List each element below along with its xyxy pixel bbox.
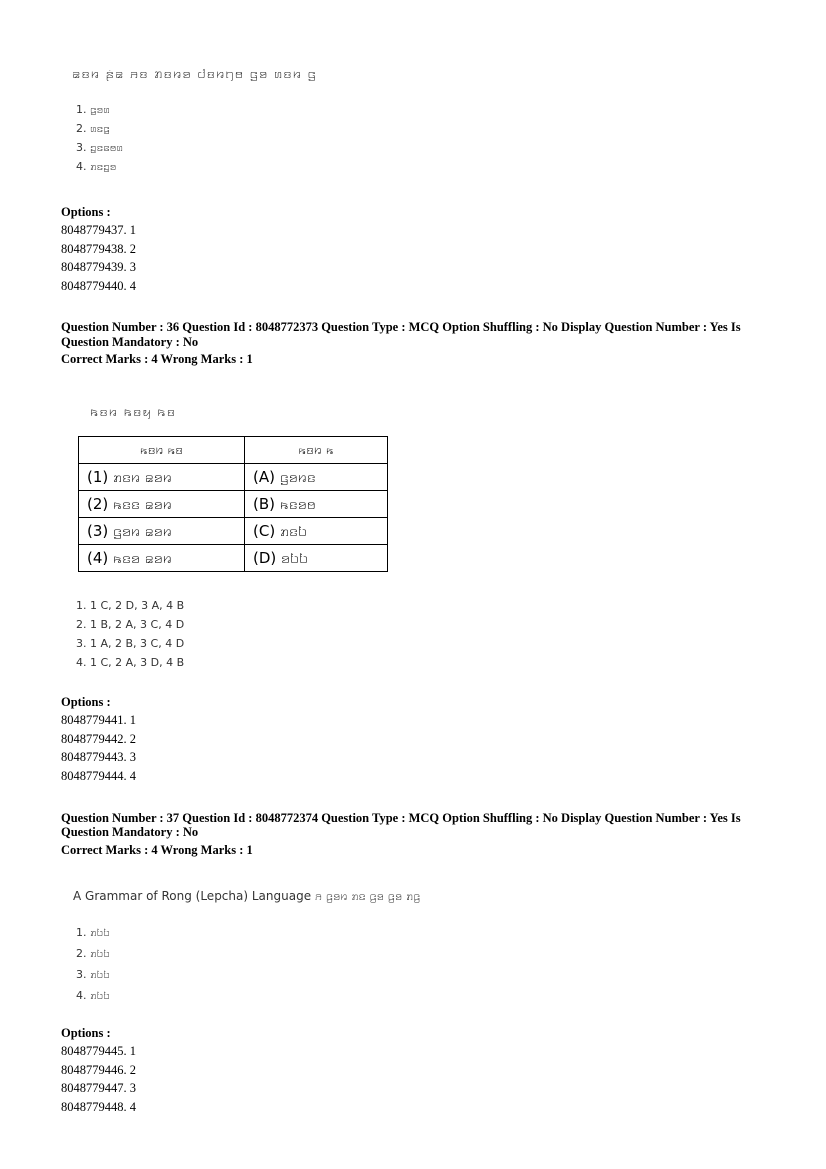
choice-item: 1. ꤊꤝꤝ [76, 926, 110, 939]
choice-item: 1. 1 C, 2 D, 3 A, 4 B [76, 599, 185, 612]
table-cell-left: (1) ꤊꤢꤙ ꤘꤤꤙ [79, 464, 245, 491]
q36-header: Question Number : 36 Question Id : 8048772373 Question Type : MCQ Option Shuffling : No Display Question Number : Yes Is [61, 320, 741, 334]
option-id: 8048779446. 2 [61, 1062, 136, 1077]
option-id: 8048779443. 3 [61, 750, 136, 765]
match-table [78, 436, 388, 572]
table-row [79, 545, 388, 572]
q35-stem: ꤁ꤢꤙ ꤔꤦꤘ ꤏꤢ ꤊꤢꤙꤤ ꤓꤢꤙꤚꤥ ꤞꤤ ꤛꤢꤙ ꤞ [72, 66, 317, 82]
option-id: 8048779445. 1 [61, 1044, 136, 1058]
option-id: 8048779447. 3 [61, 1081, 136, 1096]
choice-item: 2. ꤊꤝꤝ [76, 947, 110, 960]
q37-marks: Correct Marks : 4 Wrong Marks : 1 [61, 843, 253, 857]
choice-item: 1. ꤞꤤꤛ [76, 103, 110, 116]
choice-item: 3. ꤑꤢꤕꤥꤛ [76, 141, 123, 154]
table-cell-left: (4) ꤒꤢꤤ ꤘꤤꤙ [79, 545, 245, 572]
q37-header-mandatory: Question Mandatory : No [61, 825, 199, 839]
table-col2-head: ꤒꤢꤙ ꤒ [245, 437, 388, 464]
q37-choices [76, 922, 110, 1006]
choice-item: 3. 1 A, 2 B, 3 C, 4 D [76, 637, 185, 650]
table-cell-right: (B) ꤒꤢꤤꤥ [245, 491, 388, 518]
option-id: 8048779439. 3 [61, 260, 136, 275]
q36-header-mandatory: Question Mandatory : No [61, 335, 199, 349]
option-id: 8048779437. 1 [61, 223, 136, 237]
choice-item: 4. ꤊꤝꤝ [76, 989, 110, 1002]
q36-marks: Correct Marks : 4 Wrong Marks : 1 [61, 352, 253, 366]
table-cell-left: (2) ꤒꤢꤢ ꤘꤤꤙ [79, 491, 245, 518]
choice-item: 4. 1 C, 2 A, 3 D, 4 B [76, 656, 185, 669]
q36-options-label: Options : [61, 695, 111, 709]
q35-choices [76, 100, 123, 176]
option-id: 8048779438. 2 [61, 241, 136, 256]
q36-stem: ꤒꤢꤙ ꤒꤢꤟ ꤒꤢ [90, 404, 177, 420]
option-id: 8048779441. 1 [61, 713, 136, 727]
table-row [79, 464, 388, 491]
q35-options-label: Options : [61, 205, 111, 219]
q37-header: Question Number : 37 Question Id : 8048772374 Question Type : MCQ Option Shuffling : No Display Question Number : Yes Is [61, 811, 741, 825]
q37-options [61, 1042, 136, 1116]
q37-options-label: Options : [61, 1026, 111, 1040]
option-id: 8048779444. 4 [61, 768, 136, 783]
option-id: 8048779440. 4 [61, 278, 136, 293]
table-row [79, 518, 388, 545]
option-id: 8048779442. 2 [61, 731, 136, 746]
choice-item: 4. ꤊꤢꤑꤤ [76, 160, 117, 173]
choice-item: 2. ꤛꤢꤞ [76, 122, 110, 135]
q37-stem: A Grammar of Rong (Lepcha) Language ꤏ ꤞꤤꤙ ꤊꤢ ꤞꤤ ꤞꤤ ꤊꤞ [73, 889, 421, 903]
option-id: 8048779448. 4 [61, 1099, 136, 1114]
choice-item: 2. 1 B, 2 A, 3 C, 4 D [76, 618, 185, 631]
table-cell-right: (C) ꤊꤢꤝ [245, 518, 388, 545]
q36-choices [76, 596, 184, 672]
table-cell-right: (D) ꤤꤝꤝ [245, 545, 388, 572]
table-row [79, 491, 388, 518]
table-col1-head: ꤒꤢꤙ ꤒꤢ [79, 437, 245, 464]
table-cell-right: (A) ꤞꤤꤙꤢ [245, 464, 388, 491]
choice-item: 3. ꤊꤝꤝ [76, 968, 110, 981]
q35-options [61, 221, 136, 295]
q36-options [61, 711, 136, 785]
table-cell-left: (3) ꤞꤤꤙ ꤘꤤꤙ [79, 518, 245, 545]
